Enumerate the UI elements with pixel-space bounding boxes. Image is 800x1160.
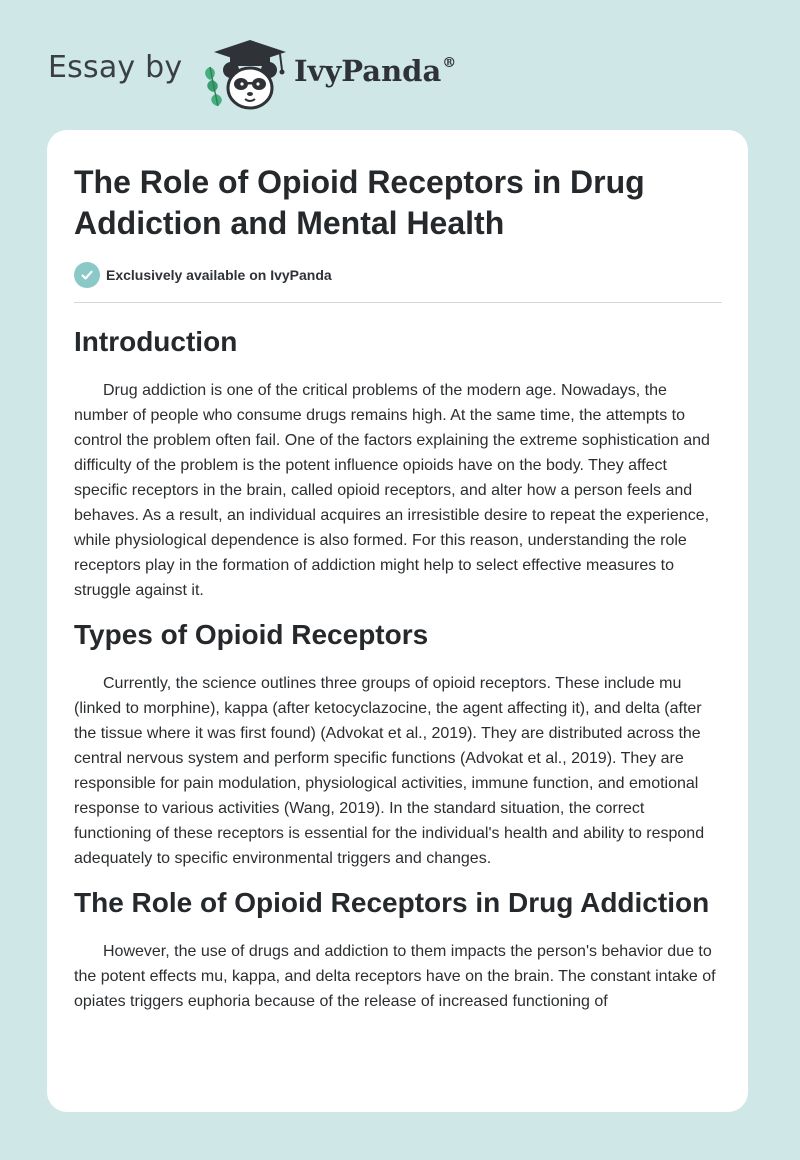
section-paragraph-role: However, the use of drugs and addiction to them impacts the person's behavior due to the potent effects mu, kappa, and delta receptors have on the brain. The constant intake of opiates triggers euphoria because of the release of increased functioning of (74, 943, 716, 1010)
title-divider (74, 302, 722, 303)
page-title: The Role of Opioid Receptors in Drug Addiction and Mental Health (74, 164, 645, 241)
brand-name[interactable] (294, 54, 456, 88)
essay-content (74, 322, 724, 1026)
section-heading-types: Types of Opioid Receptors (74, 619, 429, 650)
essay-card (47, 130, 748, 1112)
exclusive-badge (74, 262, 332, 288)
exclusive-label: Exclusively available on IvyPanda (106, 267, 332, 283)
section-paragraph-types: Currently, the science outlines three groups of opioid receptors. These include mu (linked to morphine), kappa (after ketocyclazocine, the agent affecting it), and delta (after the tissue where it was first found) (Advokat et al., 2019). They are distributed across the central nervous system and perform specific functions (Advokat et al., 2019). They are responsible for pain modulation, physiological activities, immune function, and emotional response to various activities (Wang, 2019). In the standard situation, the correct functioning of these receptors is essential for the individual's health and ability to respond adequately to specific environmental triggers and changes. (74, 675, 705, 867)
ivypanda-logo-icon[interactable] (200, 36, 292, 112)
brand-name-text: IvyPanda (294, 54, 442, 88)
site-header (0, 0, 800, 130)
section-heading-role: The Role of Opioid Receptors in Drug Addiction (74, 887, 710, 918)
registered-mark: ® (442, 55, 457, 71)
section-heading-introduction: Introduction (74, 326, 238, 357)
section-paragraph-introduction: Drug addiction is one of the critical problems of the modern age. Nowadays, the number of people who consume drugs remains high. At the same time, the attempts to control the problem often fail. One of the factors explaining the extreme sophistication and difficulty of the problem is the potent influence opioids have on the body. They affect specific receptors in the brain, called opioid receptors, and alter how a person feels and behaves. As a result, an individual acquires an irresistible desire to repeat the experience, while physiological dependence is also formed. For this reason, understanding the role receptors play in the formation of addiction might help to select effective measures to struggle against it. (74, 382, 710, 599)
ivy-leaves-icon (205, 67, 222, 106)
check-icon (74, 262, 100, 288)
essay-by-label: Essay by (48, 50, 183, 85)
